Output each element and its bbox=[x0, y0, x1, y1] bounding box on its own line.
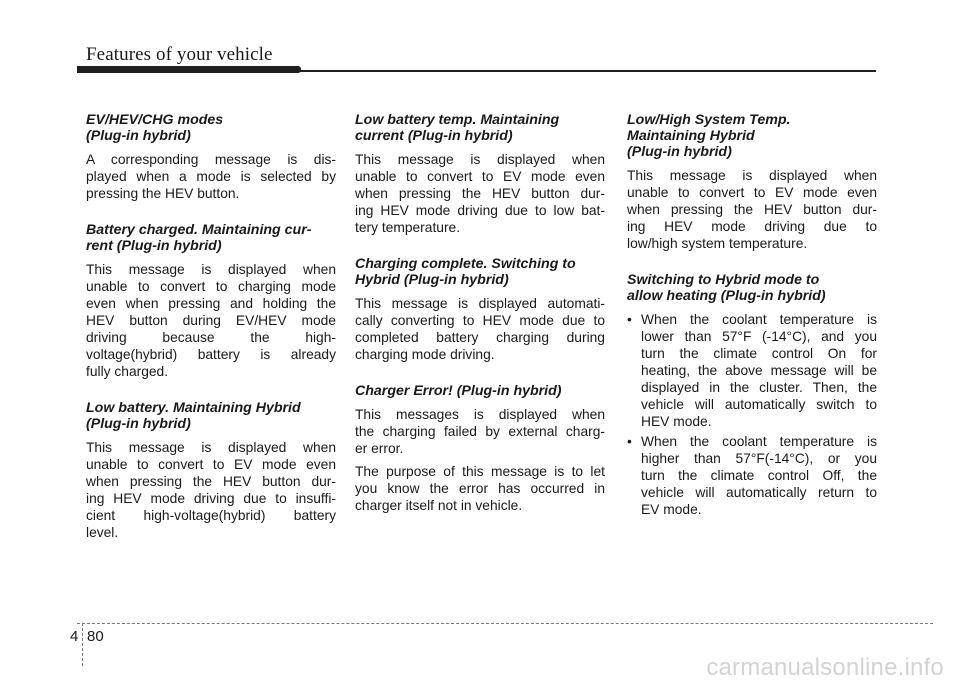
footer-rule bbox=[77, 623, 933, 624]
paragraph-line: when pressing the HEV button dur- bbox=[627, 202, 877, 217]
paragraph bbox=[86, 439, 336, 541]
column-3 bbox=[627, 112, 877, 538]
header-rule bbox=[300, 70, 876, 72]
bullet-list bbox=[627, 311, 877, 518]
paragraph-line: voltage(hybrid) battery is already bbox=[86, 347, 336, 362]
bullet-dot-icon: • bbox=[627, 434, 632, 449]
section-title-line: current (Plug-in hybrid) bbox=[355, 128, 513, 144]
section-title-line: Low/High System Temp. bbox=[627, 112, 791, 128]
section-title bbox=[355, 256, 605, 288]
paragraph-line: ing HEV mode driving due to low bat- bbox=[355, 203, 605, 218]
paragraph-line: tery temperature. bbox=[355, 220, 461, 235]
section bbox=[355, 256, 605, 363]
bullet-item bbox=[627, 433, 877, 518]
paragraph-line: er error. bbox=[355, 441, 404, 456]
paragraph-line: This message is displayed when bbox=[86, 262, 336, 277]
paragraph-line: unable to convert to EV mode even bbox=[627, 185, 877, 200]
bullet-line: vehicle will automatically switch to bbox=[641, 397, 877, 412]
section-title-line: (Plug-in hybrid) bbox=[627, 144, 732, 160]
paragraph-line: low/high system temperature. bbox=[627, 236, 808, 251]
section-title-line: EV/HEV/CHG modes bbox=[86, 112, 224, 128]
paragraph bbox=[86, 261, 336, 380]
paragraph-line: you know the error has occurred in bbox=[355, 481, 605, 496]
paragraph bbox=[86, 151, 336, 202]
section-title-line: (Plug-in hybrid) bbox=[86, 416, 191, 432]
bullet-line: lower than 57°F (-14°C), and you bbox=[641, 329, 877, 344]
bullet-line: displayed in the cluster. Then, the bbox=[641, 380, 877, 395]
bullet-line: turn the climate control Off, the bbox=[641, 468, 877, 483]
paragraph-line: driving because the high- bbox=[86, 330, 336, 345]
section-title bbox=[355, 383, 605, 399]
paragraph-line: when pressing the HEV button dur- bbox=[86, 474, 336, 489]
paragraph-line: even when pressing and holding the bbox=[86, 296, 336, 311]
paragraph bbox=[355, 406, 605, 457]
section-title-line: Low battery. Maintaining Hybrid bbox=[86, 400, 301, 416]
paragraph-line: unable to convert to EV mode even bbox=[86, 457, 336, 472]
paragraph-line: This message is displayed automati- bbox=[355, 296, 605, 311]
section-title-line: Maintaining Hybrid bbox=[627, 128, 755, 144]
bullet-line: higher than 57°F(-14°C), or you bbox=[641, 451, 877, 466]
paragraph-line: unable to convert to charging mode bbox=[86, 279, 336, 294]
paragraph-line: charging mode driving. bbox=[355, 347, 495, 362]
bullet-line: EV mode. bbox=[641, 502, 702, 517]
bullet-dot-icon: • bbox=[627, 312, 632, 327]
paragraph-line: level. bbox=[86, 525, 119, 540]
paragraph-line: played when a mode is selected by bbox=[86, 169, 336, 184]
section-title-line: (Plug-in hybrid) bbox=[86, 128, 191, 144]
paragraph-line: the charging failed by external charg- bbox=[355, 424, 605, 439]
page-header-title: Features of your vehicle bbox=[86, 44, 273, 65]
paragraph-line: unable to convert to EV mode even bbox=[355, 169, 605, 184]
paragraph-line: cally converting to HEV mode due to bbox=[355, 313, 605, 328]
section-title bbox=[86, 222, 336, 254]
bullet-line: When the coolant temperature is bbox=[641, 434, 877, 449]
bullet-line: vehicle will automatically return to bbox=[641, 485, 877, 500]
paragraph-line: ing HEV mode driving due to bbox=[627, 219, 877, 234]
paragraph bbox=[355, 295, 605, 363]
section bbox=[627, 112, 877, 252]
paragraph-line: HEV button during EV/HEV mode bbox=[86, 313, 336, 328]
bullet-item bbox=[627, 311, 877, 430]
section bbox=[627, 272, 877, 518]
paragraph-line: This messages is displayed when bbox=[355, 407, 605, 422]
paragraph-line: pressing the HEV button. bbox=[86, 186, 240, 201]
paragraph-line: cient high-voltage(hybrid) battery bbox=[86, 508, 336, 523]
bullet-line: HEV mode. bbox=[641, 414, 712, 429]
section bbox=[355, 383, 605, 514]
paragraph-line: A corresponding message is dis- bbox=[86, 152, 336, 167]
paragraph-line: completed battery charging during bbox=[355, 330, 605, 345]
section-title-line: Switching to Hybrid mode to bbox=[627, 272, 820, 288]
section-title-line: allow heating (Plug-in hybrid) bbox=[627, 288, 826, 304]
header-bar bbox=[77, 66, 301, 73]
paragraph-line: ing HEV mode driving due to insuffi- bbox=[86, 491, 336, 506]
paragraph-line: charger itself not in vehicle. bbox=[355, 498, 523, 513]
paragraph-line: This message is displayed when bbox=[355, 152, 605, 167]
footer-divider bbox=[82, 623, 83, 666]
bullet-line: heating, the above message will be bbox=[641, 363, 877, 378]
section bbox=[355, 112, 605, 236]
column-2 bbox=[355, 112, 605, 534]
paragraph-line: This message is displayed when bbox=[627, 168, 877, 183]
page-number: 80 bbox=[87, 628, 104, 645]
section-title bbox=[627, 112, 877, 160]
page-section-number: 4 bbox=[70, 628, 79, 645]
section-title-line: Charging complete. Switching to bbox=[355, 256, 576, 272]
paragraph bbox=[355, 463, 605, 514]
column-1 bbox=[86, 112, 336, 561]
section bbox=[86, 112, 336, 202]
section bbox=[86, 222, 336, 380]
section-title-line: Battery charged. Maintaining cur- bbox=[86, 222, 312, 238]
section-title bbox=[86, 400, 336, 432]
bullet-line: turn the climate control On for bbox=[641, 346, 877, 361]
paragraph-line: fully charged. bbox=[86, 364, 169, 379]
section-title-line: Charger Error! (Plug-in hybrid) bbox=[355, 383, 562, 399]
section-title bbox=[355, 112, 605, 144]
bullet-line: When the coolant temperature is bbox=[641, 312, 877, 327]
paragraph-line: when pressing the HEV button dur- bbox=[355, 186, 605, 201]
watermark: carmanualsonline.info bbox=[706, 654, 944, 681]
section bbox=[86, 400, 336, 541]
paragraph bbox=[627, 167, 877, 252]
paragraph bbox=[355, 151, 605, 236]
section-title-line: Low battery temp. Maintaining bbox=[355, 112, 560, 128]
paragraph-line: The purpose of this message is to let bbox=[355, 464, 605, 479]
paragraph-line: This message is displayed when bbox=[86, 440, 336, 455]
section-title-line: Hybrid (Plug-in hybrid) bbox=[355, 272, 509, 288]
section-title-line: rent (Plug-in hybrid) bbox=[86, 238, 222, 254]
section-title bbox=[86, 112, 336, 144]
section-title bbox=[627, 272, 877, 304]
